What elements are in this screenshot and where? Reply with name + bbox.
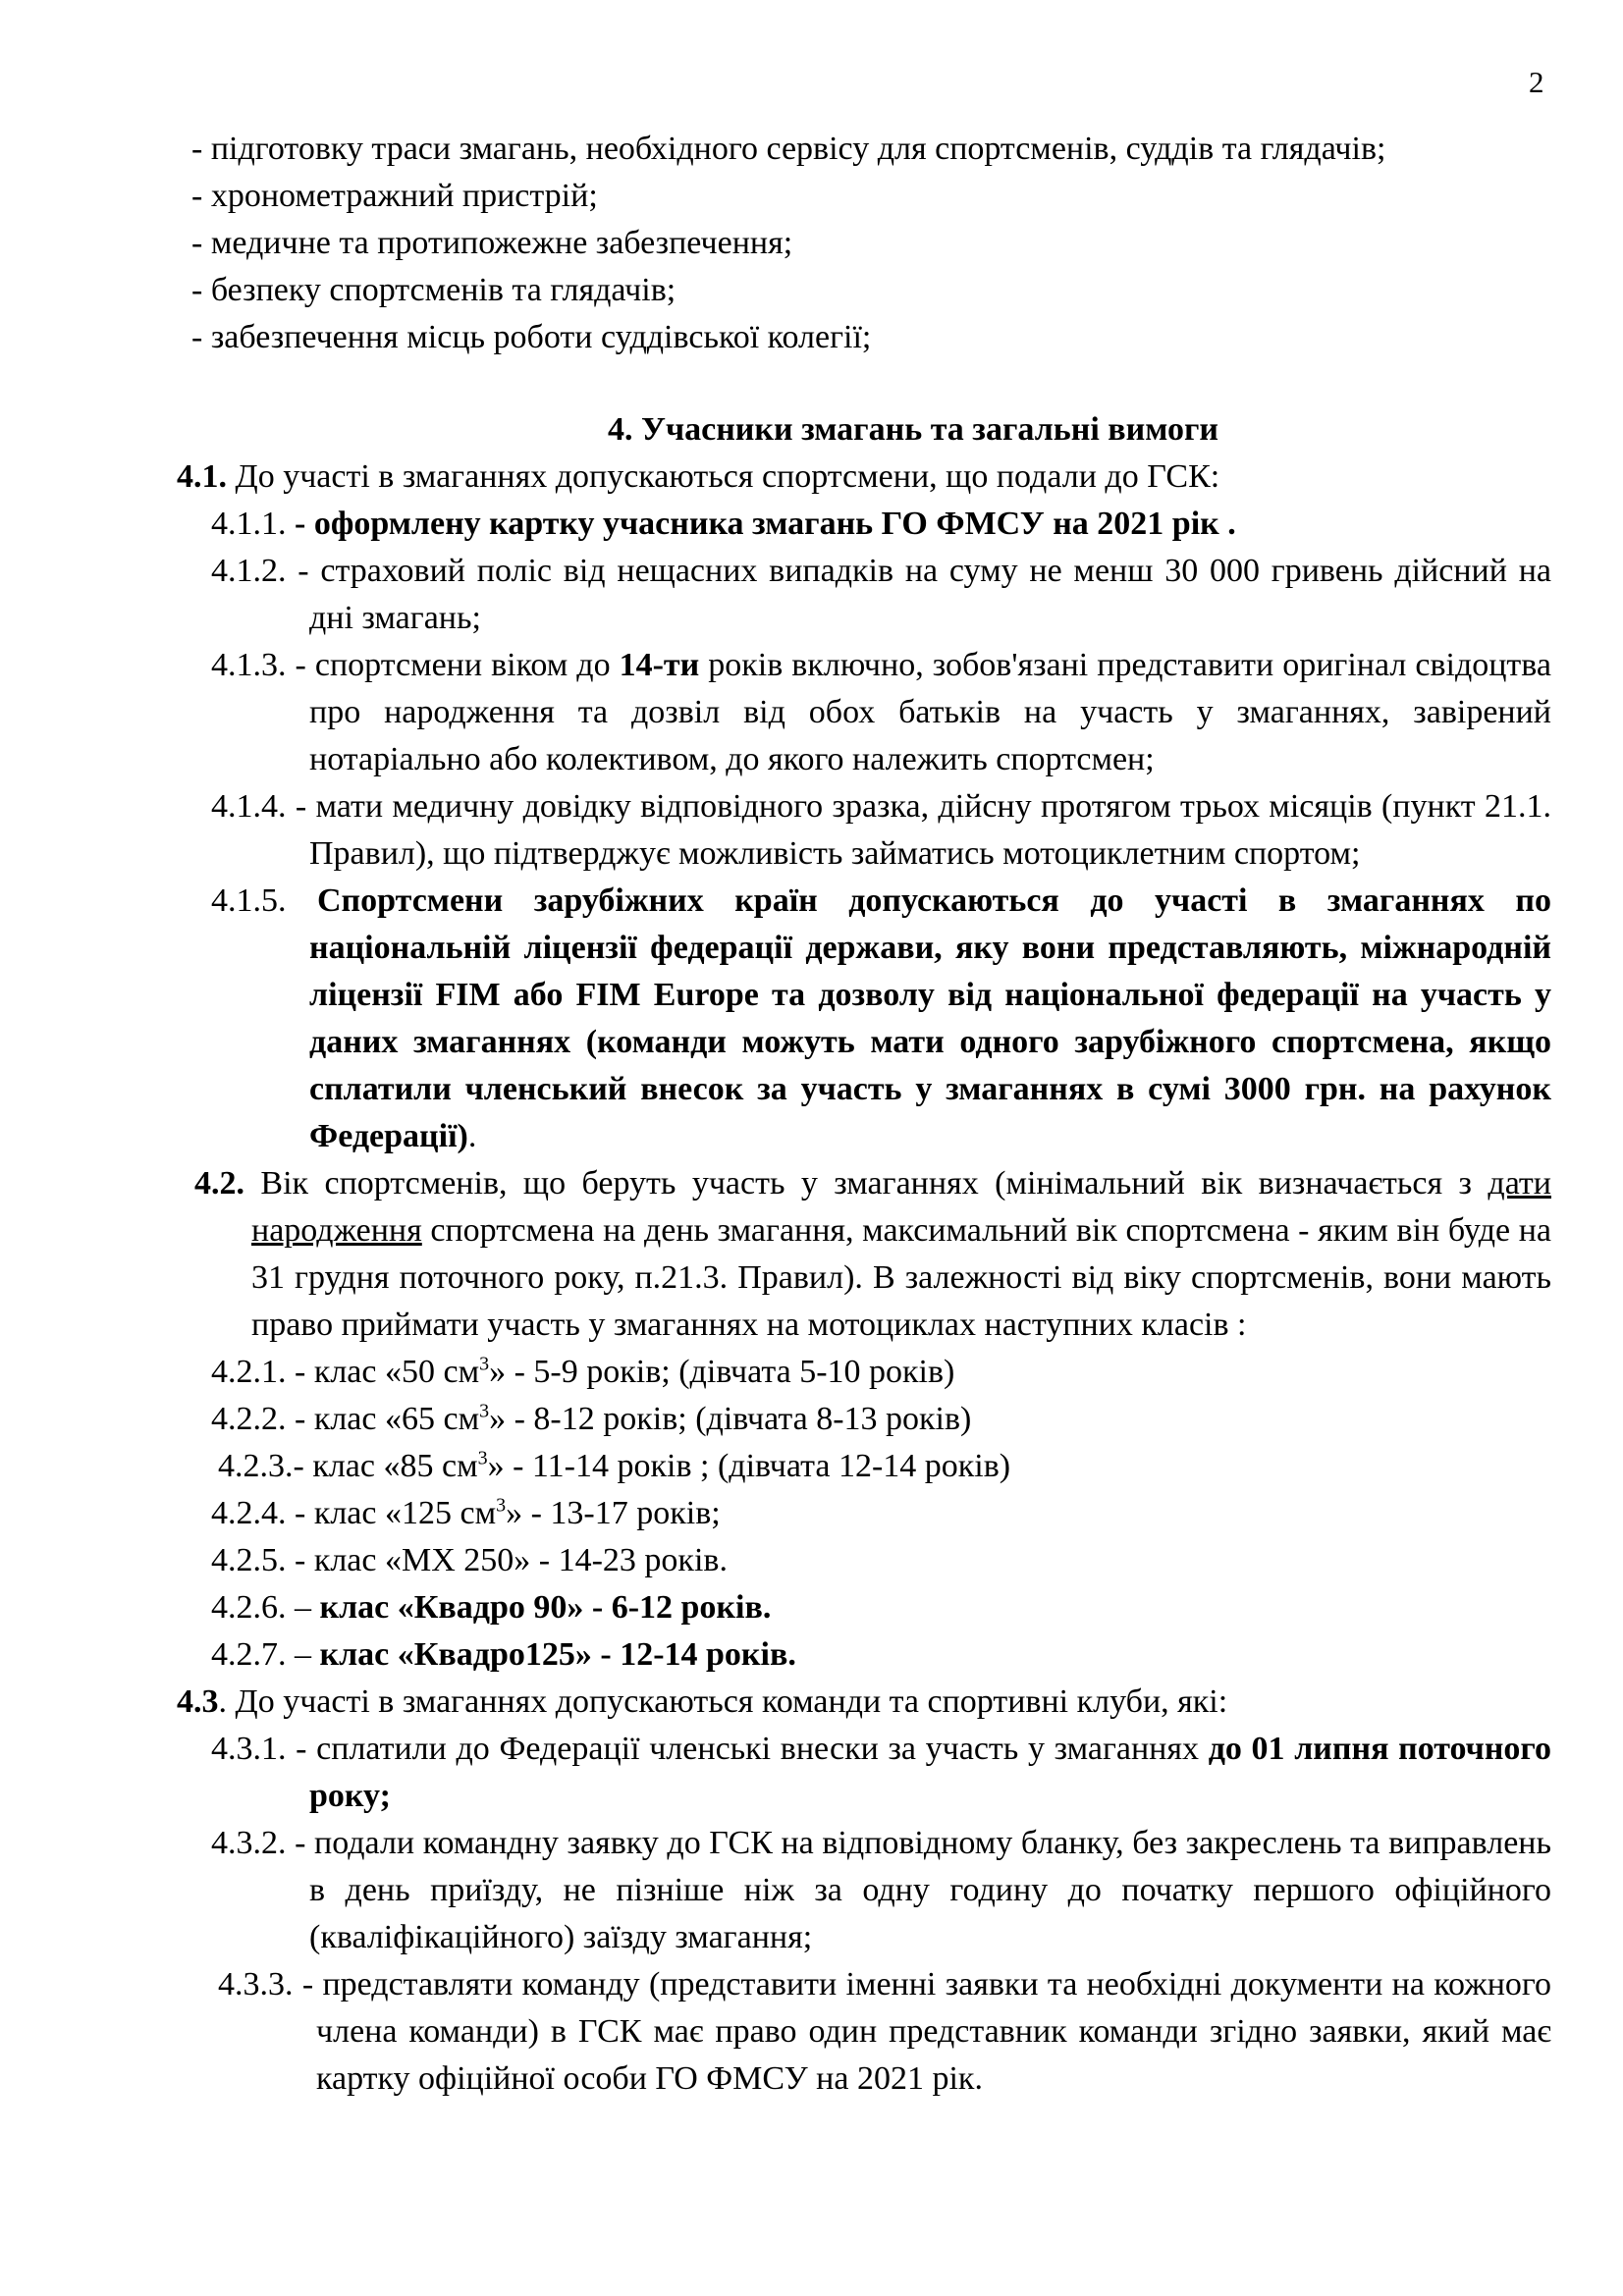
- section-4-3-text: . До участі в змаганнях допускаються команди та спортивні клуби, які:: [218, 1683, 1228, 1720]
- bullet-medical: - медичне та протипожежне забезпечення;: [191, 225, 793, 261]
- item-4-1-3-text-b: років включно, зобов'язані представити оригінал свідоцтва про народження та дозвіл від обох батьків на участь у змаганнях, завірений нотаріально або колективом, до якого належить спортсмен;: [309, 647, 1551, 777]
- class-4-2-6-text: клас «Квадро 90» - 6-12 років.: [319, 1589, 772, 1626]
- item-4-3-1-text: 4.3.1. - сплатили до Федерації членські внески за участь у змаганнях: [211, 1731, 1209, 1767]
- class-4-2-2-text-a: 4.2.2. - клас «65 см: [211, 1401, 480, 1437]
- item-4-1-1: [211, 501, 1551, 548]
- section-4-2-birthdate: дати народження: [251, 1165, 1551, 1249]
- class-4-2-1-text-a: 4.2.1. - клас «50 см: [211, 1354, 480, 1390]
- item-4-3-1-end: ;: [379, 1778, 391, 1814]
- item-4-1-5-end: .: [467, 1118, 477, 1154]
- bullet-judges: - забезпечення місць роботи суддівської колегії;: [191, 319, 872, 355]
- class-4-2-2-text-b: » - 8-12 років; (дівчата 8-13 років): [489, 1401, 972, 1437]
- item-4-3-1: [211, 1726, 1551, 1820]
- item-4-3-1-deadline: до 01 липня поточного року: [309, 1731, 1552, 1814]
- item-4-1-3-text-a: 4.1.3. - спортсмени віком до: [211, 647, 620, 683]
- bullet-timing: - хронометражний пристрій;: [191, 178, 598, 214]
- class-4-2-3: [218, 1443, 1551, 1490]
- superscript-3: 3: [496, 1494, 507, 1517]
- class-4-2-4: [211, 1490, 1551, 1537]
- superscript-3: 3: [477, 1447, 488, 1469]
- class-4-2-2: [211, 1396, 1551, 1443]
- item-4-1-1-text: - оформлену картку учасника змагань ГО ФМСУ на 2021 рік .: [295, 506, 1236, 542]
- section-4-3: [177, 1679, 1551, 1726]
- class-4-2-7-number: 4.2.7. –: [211, 1636, 320, 1673]
- item-4-3-2: 4.3.2. - подали командну заявку до ГСК на відповідному бланку, без закреслень та виправлень в день приїзду, не пізніше ніж за одну годину до початку першого офіційного (кваліфікаційного) заїзду змагання;: [211, 1825, 1551, 1955]
- superscript-3: 3: [479, 1400, 490, 1422]
- item-4-1-5-text: Спортсмени зарубіжних країн допускаються до участі в змаганнях по національній ліцензії федерації держави, яку вони представляють, міжнародній ліцензії FIM або FIM Europe та дозволу від національної федерації на участь у даних змаганнях (команди можуть мати одного зарубіжного спортсмена, якщо сплатили членський внесок за участь у змаганнях в сумі 3000 грн. на рахунок Федерації): [309, 882, 1551, 1154]
- item-4-1-4: 4.1.4. - мати медичну довідку відповідного зразка, дійсну протягом трьох місяців (пункт 21.1. Правил), що підтверджує можливість займатись мотоциклетним спортом;: [211, 788, 1551, 872]
- item-4-1-1-number: 4.1.1.: [211, 506, 295, 542]
- class-4-2-7: [211, 1631, 1551, 1679]
- class-4-2-1-text-b: » - 5-9 років; (дівчата 5-10 років): [489, 1354, 955, 1390]
- page-number: 2: [1529, 65, 1544, 99]
- class-4-2-4-text-b: » - 13-17 років;: [506, 1495, 721, 1531]
- class-4-2-6: [211, 1584, 1551, 1631]
- class-4-2-3-text-a: 4.2.3.- клас «85 см: [218, 1448, 478, 1484]
- item-4-3-3: 4.3.3. - представляти команду (представити іменні заявки та необхідні документи на кожного члена команди) в ГСК має право один представник команди згідно заявки, який має картку офіційної особи ГО ФМСУ на 2021 рік.: [218, 1966, 1551, 2097]
- section-4-2-number: 4.2.: [194, 1165, 244, 1201]
- class-4-2-6-number: 4.2.6. –: [211, 1589, 320, 1626]
- item-4-1-3-age: 14-ти: [619, 647, 700, 683]
- section-4-1-text: До участі в змаганнях допускаються спортсмени, що подали до ГСК:: [227, 458, 1220, 495]
- section-4-2-text-a: Вік спортсменів, що беруть участь у змаганнях (мінімальний вік визначається з: [244, 1165, 1488, 1201]
- bullet-safety: - безпеку спортсменів та глядачів;: [191, 272, 676, 308]
- section-4-3-number: 4.3: [177, 1683, 219, 1720]
- class-4-2-5: 4.2.5. - клас «МХ 250» - 14-23 років.: [211, 1542, 728, 1578]
- class-4-2-4-text-a: 4.2.4. - клас «125 см: [211, 1495, 497, 1531]
- class-4-2-3-text-b: » - 11-14 років ; (дівчата 12-14 років): [487, 1448, 1011, 1484]
- section-4-2: [194, 1160, 1551, 1349]
- section-heading: 4. Учасники змагань та загальні вимоги: [608, 411, 1218, 448]
- section-4-2-text-b: спортсмена на день змагання, максимальний вік спортсмена - яким він буде на 31 грудня поточного року, п.21.3. Правил). В залежності від віку спортсменів, вони мають право приймати участь у змаганнях на мотоциклах наступних класів :: [251, 1212, 1551, 1343]
- section-4-1: [177, 454, 1551, 501]
- superscript-3: 3: [479, 1353, 490, 1375]
- item-4-1-2: 4.1.2. - страховий поліс від нещасних випадків на суму не менш 30 000 гривень дійсний на дні змагань;: [211, 553, 1551, 636]
- document-body: [157, 126, 1551, 2103]
- section-4-1-number: 4.1.: [177, 458, 227, 495]
- class-4-2-7-text: клас «Квадро125» - 12-14 років.: [319, 1636, 796, 1673]
- item-4-1-3: [211, 642, 1551, 783]
- item-4-1-5-number: 4.1.5.: [211, 882, 317, 919]
- bullet-track-prep: - підготовку траси змагань, необхідного сервісу для спортсменів, суддів та глядачів;: [191, 131, 1386, 167]
- item-4-1-5: [211, 878, 1551, 1160]
- class-4-2-1: [211, 1349, 1551, 1396]
